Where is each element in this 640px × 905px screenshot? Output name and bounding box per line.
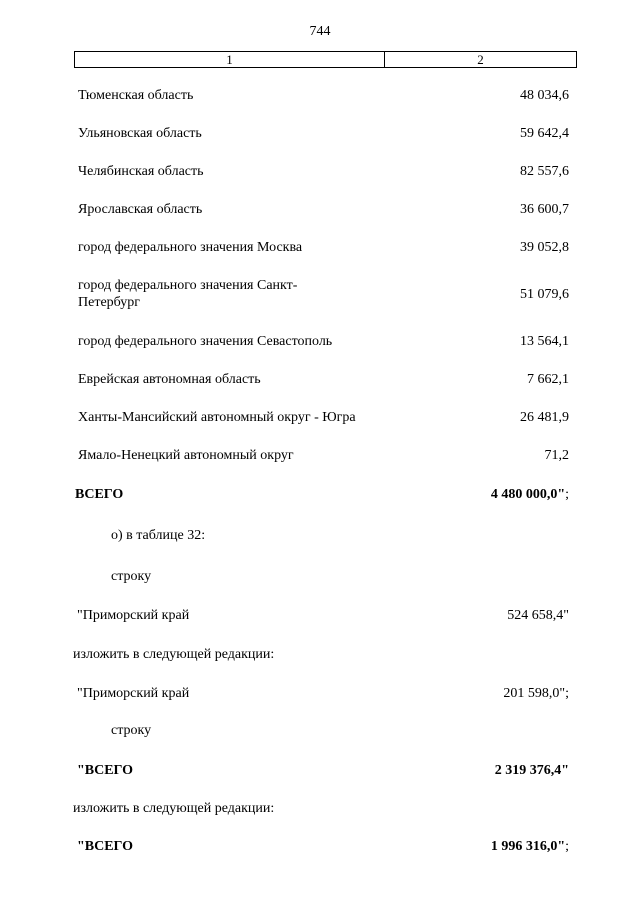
total-label: ВСЕГО (75, 487, 124, 502)
total-value-suffix: ; (565, 487, 569, 502)
stroku-text-1: строку (111, 569, 152, 584)
row-label-spb-line2: Петербург (78, 295, 140, 310)
row-label-moscow: город федерального значения Москва (78, 240, 303, 255)
new-row-label: "Приморский край (77, 686, 190, 701)
amendment-heading: о) в таблице 32: (111, 528, 206, 543)
row-label-yamalo-nenets: Ямало-Ненецкий автономный округ (78, 448, 294, 463)
row-label-jewish-ao: Еврейская автономная область (78, 372, 261, 387)
old-total-value: 2 319 376,4" (494, 763, 569, 778)
row-value-khanty-mansi: 26 481,9 (520, 410, 569, 425)
new-row-value-suffix: ; (565, 686, 569, 701)
table-header-col-1: 1 (74, 51, 385, 68)
row-label-yaroslavl: Ярославская область (78, 202, 203, 217)
replace-text-1: изложить в следующей редакции: (73, 647, 275, 662)
new-total-value-number: 1 996 316,0" (490, 839, 566, 854)
old-row-value: 524 658,4" (507, 608, 569, 623)
new-total-label: "ВСЕГО (77, 839, 134, 854)
row-value-chelyabinsk: 82 557,6 (520, 164, 569, 179)
table-header-col-2: 2 (384, 51, 577, 68)
row-label-spb-line1: город федерального значения Санкт- (78, 278, 298, 293)
old-total-label: "ВСЕГО (77, 763, 134, 778)
row-label-chelyabinsk: Челябинская область (78, 164, 204, 179)
new-row-value (503, 685, 569, 702)
stroku-text-2: строку (111, 723, 152, 738)
old-row-label: "Приморский край (77, 608, 190, 623)
row-value-sevastopol: 13 564,1 (520, 334, 569, 349)
row-value-yamalo-nenets: 71,2 (544, 448, 569, 463)
row-value-moscow: 39 052,8 (520, 240, 569, 255)
row-value-tyumen: 48 034,6 (520, 88, 569, 103)
total-value (491, 486, 569, 503)
replace-text-2: изложить в следующей редакции: (73, 801, 275, 816)
row-label-sevastopol: город федерального значения Севастополь (78, 334, 333, 349)
page-number: 744 (309, 24, 331, 39)
row-value-spb: 51 079,6 (520, 287, 569, 302)
row-label-tyumen: Тюменская область (78, 88, 194, 103)
row-label-khanty-mansi: Ханты-Мансийский автономный округ - Югра (78, 410, 356, 425)
total-value-number: 4 480 000,0" (490, 487, 566, 502)
row-value-jewish-ao: 7 662,1 (527, 372, 569, 387)
row-value-yaroslavl: 36 600,7 (520, 202, 569, 217)
row-value-ulyanovsk: 59 642,4 (520, 126, 569, 141)
new-total-value (491, 838, 569, 855)
new-row-value-number: 201 598,0" (503, 686, 566, 701)
new-total-value-suffix: ; (565, 839, 569, 854)
row-label-ulyanovsk: Ульяновская область (78, 126, 202, 141)
